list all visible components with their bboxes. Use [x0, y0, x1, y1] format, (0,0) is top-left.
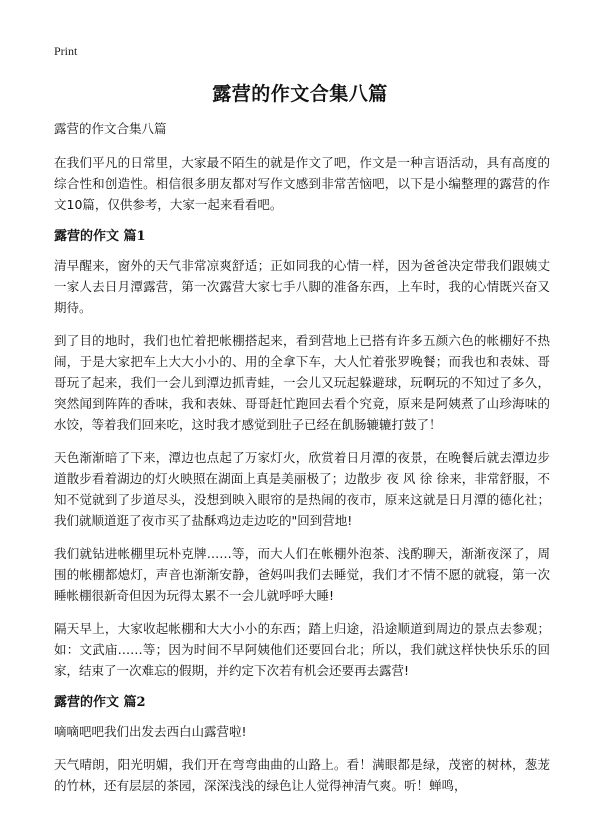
- paragraph: 天气晴朗，阳光明媚，我们开在弯弯曲曲的山路上。看！满眼都是绿，茂密的树林，葱茏的竹林，还有层层的茶园，深深浅浅的绿色让人觉得神清气爽。听！蝉鸣，: [54, 757, 550, 793]
- document-body: [54, 118, 550, 808]
- paragraph: 天色渐渐暗了下来，潭边也点起了万家灯火，欣赏着日月潭的夜景，在晚餐后就去潭边步道散步看着湖边的灯火映照在湖面上真是美丽极了；边散步 夜 风 徐 徐来，非常舒服，不知不觉就到了步道尽头，没想到映入眼帘的是热闹的夜市，原来这就是日月潭的德化社；我们就顺道逛了夜市买了盐酥鸡边走边吃的"回到营地!: [54, 450, 550, 528]
- paragraph: 清早醒来，窗外的天气非常凉爽舒适；正如同我的心情一样，因为爸爸决定带我们跟姨丈一家人去日月潭露营，第一次露营大家七手八脚的准备东西，上车时，我的心情既兴奋又期待。: [54, 258, 550, 315]
- section-heading: 露营的作文 篇1: [54, 229, 146, 244]
- paragraph: 我们就钻进帐棚里玩朴克牌……等，而大人们在帐棚外泡茶、浅酌聊天，渐渐夜深了，周围的帐棚都熄灯，声音也渐渐安静，爸妈叫我们去睡觉，我们才不情不愿的就寝，第一次睡帐棚很新奇但因为玩得太累不一会儿就呼呼大睡!: [54, 546, 550, 603]
- section-heading: 露营的作文 篇2: [54, 695, 146, 710]
- paragraph: 到了目的地时，我们也忙着把帐棚搭起来，看到营地上已搭有许多五颜六色的帐棚好不热闹，于是大家把车上大大小小的、用的全拿下车，大人忙着张罗晚餐；而我也和表妹、哥哥玩了起来，我们一会儿到潭边抓青蛙，一会儿又玩起躲避球，玩啊玩的不知过了多久，突然闻到阵阵的香味，我和表妹、哥哥赶忙跑回去看个究竟，原来是阿姨煮了山珍海味的水饺，等着我们回来吃，这时我才感觉到肚子已经在飢肠辘辘打鼓了！: [54, 333, 550, 432]
- paragraph: 嘀嘀吧吧我们出发去西白山露营啦!: [54, 724, 247, 739]
- intro-paragraph: 在我们平凡的日常里，大家最不陌生的就是作文了吧，作文是一种言语活动，具有高度的综合性和创造性。相信很多朋友都对写作文感到非常苦恼吧，以下是小编整理的露营的作文10篇，仅供参考，大家一起来看看吧。: [54, 155, 550, 212]
- print-link[interactable]: Print: [54, 44, 78, 58]
- page-title: 露营的作文合集八篇: [212, 83, 388, 105]
- document-subtitle: 露营的作文合集八篇: [54, 121, 167, 136]
- paragraph: 隔天早上，大家收起帐棚和大大小小的东西；踏上归途，沿途顺道到周边的景点去参观；如：文武庙……等；因为时间不早阿姨他们还要回台北；所以，我们就这样快快乐乐的回家，结束了一次难忘的假期，并约定下次若有机会还要再去露营!: [54, 621, 550, 678]
